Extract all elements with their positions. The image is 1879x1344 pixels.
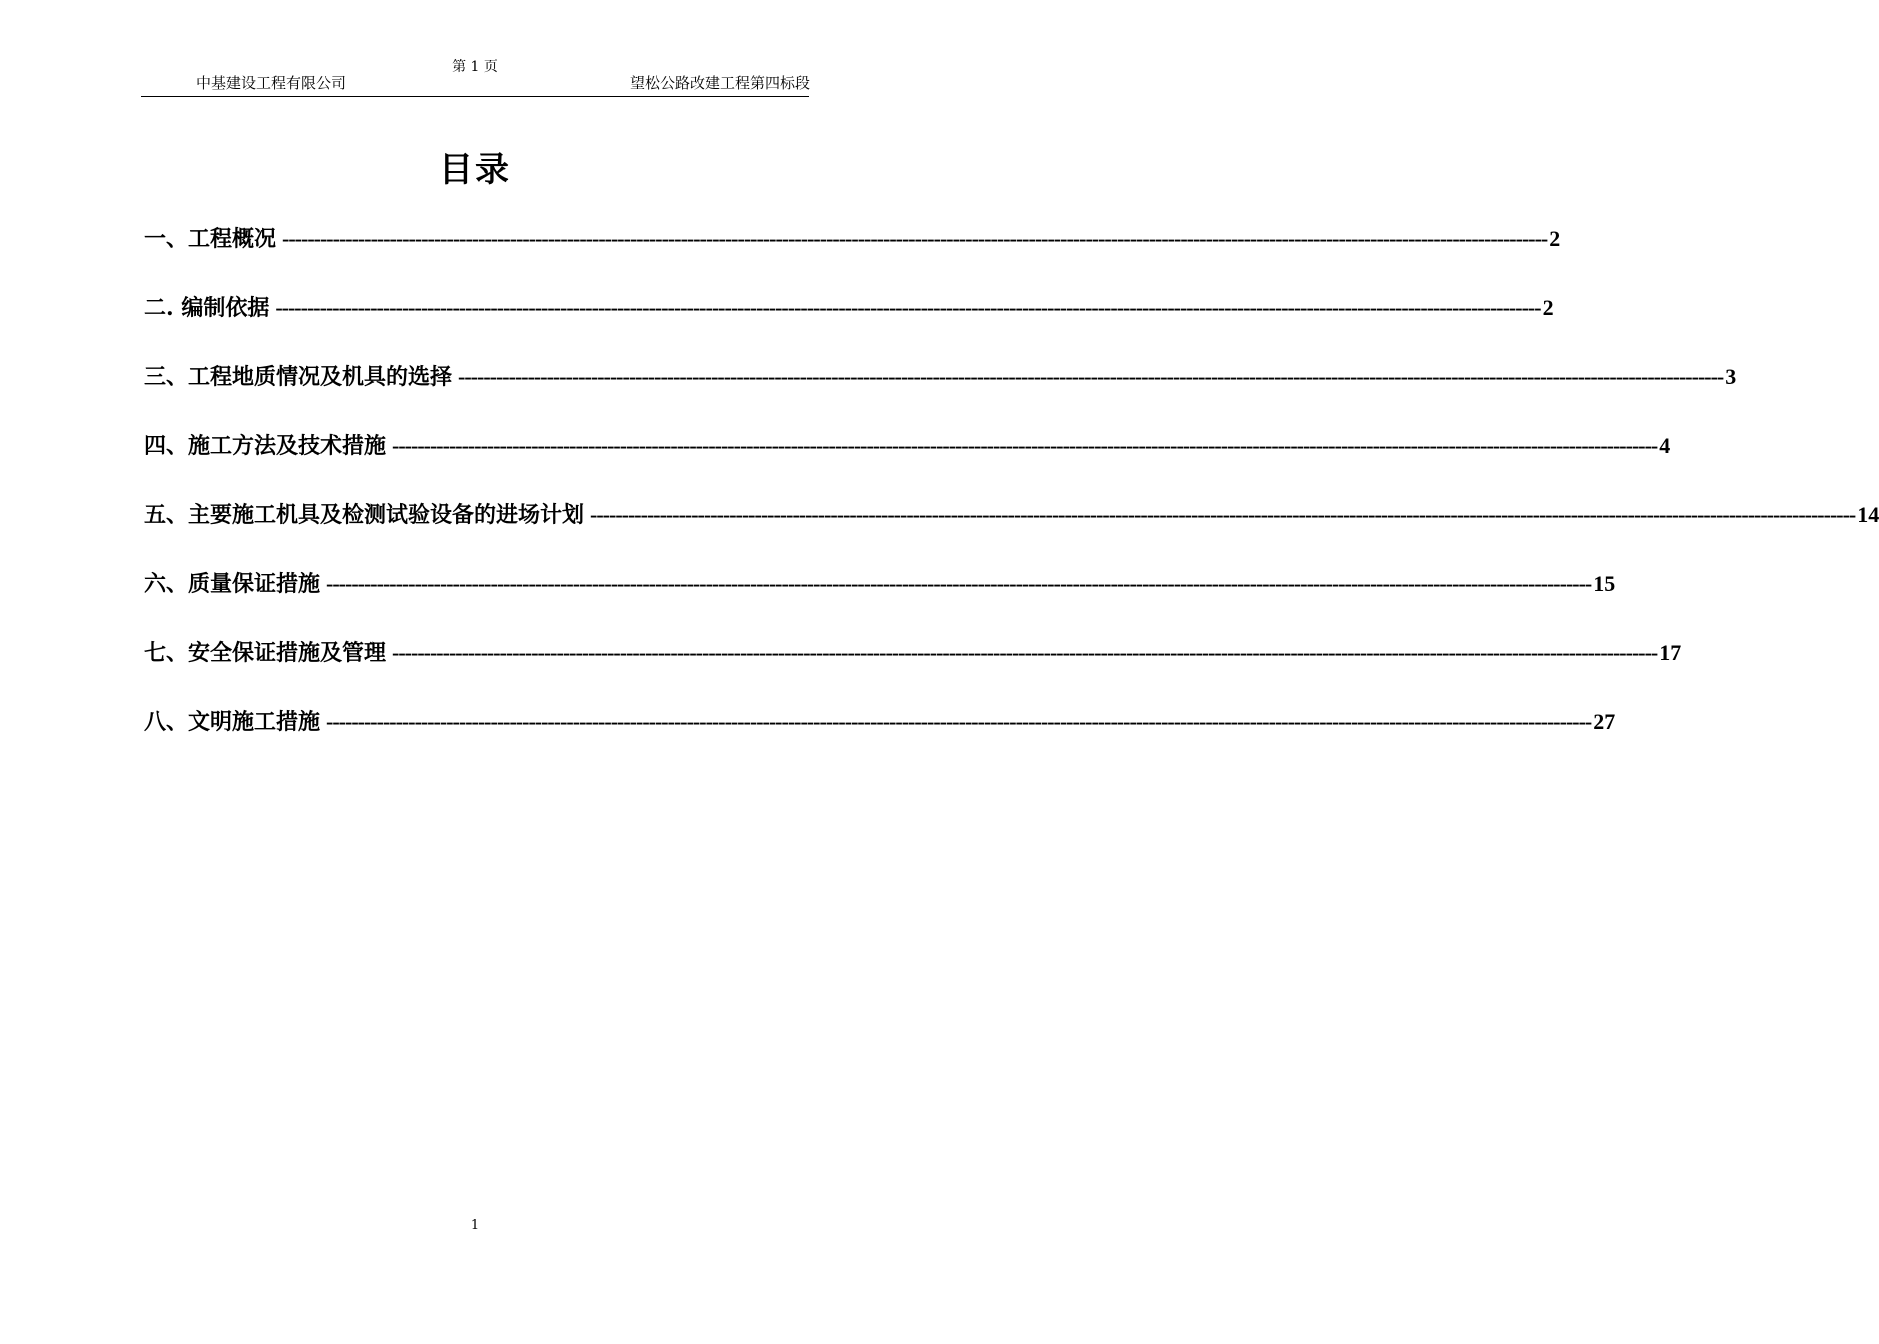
toc-entry-8[interactable] xyxy=(144,705,1616,774)
toc-dot-leader: -------------------------------------------------------------------------------------------------------------------------------------------------------------------------------------------------------- xyxy=(458,364,1724,389)
toc-entry-page: 2 xyxy=(1542,295,1554,320)
toc-dot-leader: -------------------------------------------------------------------------------------------------------------------------------------------------------------------------------------------------------- xyxy=(392,433,1658,458)
table-of-contents xyxy=(144,222,1879,774)
header-page-label: 第 1 页 xyxy=(452,59,498,75)
header-divider xyxy=(141,96,809,97)
toc-entry-3[interactable] xyxy=(144,360,1737,429)
toc-entry-4[interactable] xyxy=(144,429,1671,498)
toc-entry-label: 七、安全保证措施及管理 xyxy=(144,640,387,666)
toc-entry-page: 3 xyxy=(1725,364,1737,389)
toc-dot-leader: -------------------------------------------------------------------------------------------------------------------------------------------------------------------------------------------------------- xyxy=(275,295,1541,320)
toc-title: 目录 xyxy=(439,150,511,190)
header-project-name: 望松公路改建工程第四标段 xyxy=(629,74,810,92)
toc-entry-label: 五、主要施工机具及检测试验设备的进场计划 xyxy=(144,502,585,528)
toc-entry-5[interactable] xyxy=(144,498,1879,567)
toc-entry-label: 二. 编制依据 xyxy=(144,295,270,321)
toc-entry-label: 一、工程概况 xyxy=(144,226,277,252)
toc-dot-leader: -------------------------------------------------------------------------------------------------------------------------------------------------------------------------------------------------------- xyxy=(326,571,1592,596)
toc-dot-leader: -------------------------------------------------------------------------------------------------------------------------------------------------------------------------------------------------------- xyxy=(282,226,1548,251)
header-company-name: 中基建设工程有限公司 xyxy=(196,74,347,92)
toc-entry-label: 三、工程地质情况及机具的选择 xyxy=(144,364,453,390)
toc-entry-page: 2 xyxy=(1549,226,1561,251)
toc-entry-6[interactable] xyxy=(144,567,1616,636)
toc-entry-page: 27 xyxy=(1593,709,1616,734)
toc-dot-leader: -------------------------------------------------------------------------------------------------------------------------------------------------------------------------------------------------------- xyxy=(326,709,1592,734)
toc-entry-7[interactable] xyxy=(144,636,1682,705)
toc-entry-page: 15 xyxy=(1593,571,1616,596)
toc-entry-page: 4 xyxy=(1659,433,1671,458)
toc-entry-1[interactable] xyxy=(144,222,1561,291)
toc-entry-page: 17 xyxy=(1659,640,1682,665)
toc-entry-2[interactable] xyxy=(144,291,1554,360)
toc-entry-label: 八、文明施工措施 xyxy=(144,709,321,735)
toc-dot-leader: -------------------------------------------------------------------------------------------------------------------------------------------------------------------------------------------------------- xyxy=(392,640,1658,665)
footer-page-number: 1 xyxy=(470,1218,480,1233)
toc-dot-leader: -------------------------------------------------------------------------------------------------------------------------------------------------------------------------------------------------------- xyxy=(590,502,1856,527)
toc-entry-page: 14 xyxy=(1857,502,1879,527)
toc-entry-label: 六、质量保证措施 xyxy=(144,571,321,597)
toc-entry-label: 四、施工方法及技术措施 xyxy=(144,433,387,459)
